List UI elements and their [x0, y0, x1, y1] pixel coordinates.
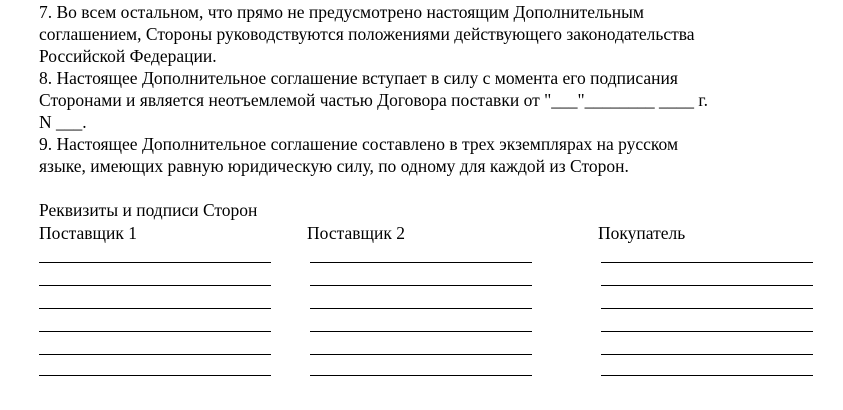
- paragraph-7-line-1: 7. Во всем остальном, что прямо не предусмотрено настоящим Дополнительным: [39, 2, 644, 22]
- signature-line: [39, 375, 271, 376]
- signature-line: [601, 331, 813, 332]
- signature-line: [310, 285, 532, 286]
- paragraph-8-line-2: Сторонами и является неотъемлемой частью Договора поставки от "___"________ ____ г.: [39, 90, 708, 110]
- signature-line: [39, 331, 271, 332]
- paragraph-8-line-3: N ___.: [39, 112, 87, 132]
- signature-line: [39, 308, 271, 309]
- signature-line: [310, 354, 532, 355]
- signature-line: [601, 285, 813, 286]
- signature-line: [39, 285, 271, 286]
- paragraph-7-line-2: соглашением, Стороны руководствуются положениями действующего законодательства: [39, 24, 695, 44]
- signature-column-label: Покупатель: [598, 223, 686, 243]
- signature-line: [601, 308, 813, 309]
- paragraph-8-line-1: 8. Настоящее Дополнительное соглашение вступает в силу с момента его подписания: [39, 68, 678, 88]
- paragraph-7-line-3: Российской Федерации.: [39, 46, 217, 66]
- signature-line: [310, 331, 532, 332]
- signature-column-supplier-1: [39, 222, 271, 244]
- paragraph-9-line-1: 9. Настоящее Дополнительное соглашение составлено в трех экземплярах на русском: [39, 134, 679, 154]
- signature-column-label: Поставщик 1: [39, 223, 137, 243]
- paragraph-8: [39, 67, 708, 133]
- paragraph-9: [39, 133, 678, 177]
- signature-column-buyer: [598, 222, 810, 244]
- paragraph-9-line-2: языке, имеющих равную юридическую силу, по одному для каждой из Сторон.: [39, 156, 629, 176]
- signature-line: [310, 375, 532, 376]
- signature-line: [310, 308, 532, 309]
- signature-line: [310, 262, 532, 263]
- signature-line: [601, 262, 813, 263]
- signature-line: [39, 262, 271, 263]
- paragraph-7: [39, 1, 695, 67]
- signature-line: [39, 354, 271, 355]
- requisites-title: Реквизиты и подписи Сторон: [39, 200, 258, 220]
- signature-column-supplier-2: [307, 222, 529, 244]
- signature-line: [601, 375, 813, 376]
- signature-column-label: Поставщик 2: [307, 223, 405, 243]
- signature-line: [601, 354, 813, 355]
